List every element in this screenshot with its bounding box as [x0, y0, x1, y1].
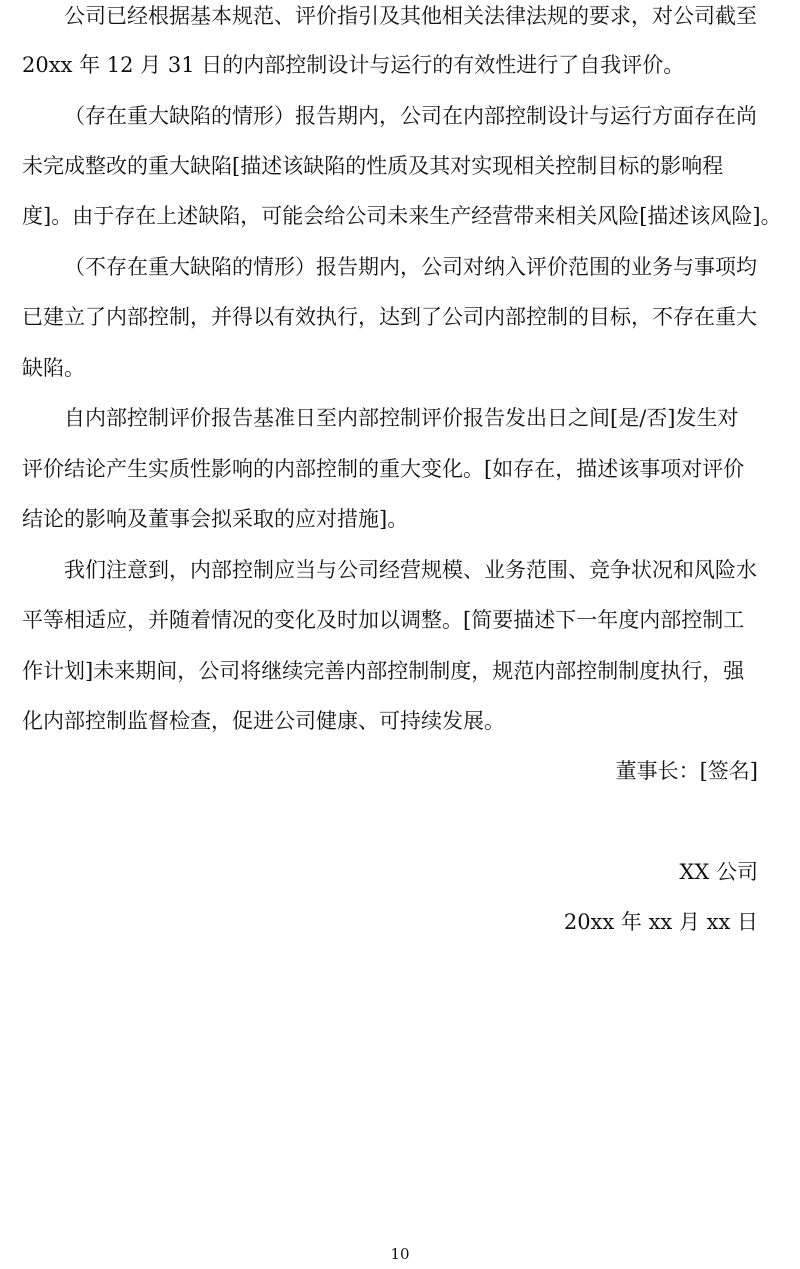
paragraph-4-line-2: 评价结论产生实质性影响的内部控制的重大变化。[如存在，描述该事项对评价	[22, 457, 745, 481]
paragraph-5-line-4: 化内部控制监督检查，促进公司健康、可持续发展。	[22, 709, 505, 733]
paragraph-5-line-2: 平等相适应，并随着情况的变化及时加以调整。[简要描述下一年度内部控制工	[22, 608, 745, 632]
paragraph-3-line-2: 已建立了内部控制，并得以有效执行，达到了公司内部控制的目标，不存在重大	[22, 305, 757, 329]
paragraph-4-line-3: 结论的影响及董事会拟采取的应对措施]。	[22, 507, 409, 531]
company-name: XX 公司	[679, 860, 758, 884]
page-number: 10	[390, 1245, 410, 1263]
paragraph-3-line-1: （不存在重大缺陷的情形）报告期内，公司对纳入评价范围的业务与事项均	[64, 255, 757, 279]
paragraph-2-line-2: 未完成整改的重大缺陷[描述该缺陷的性质及其对实现相关控制目标的影响程	[22, 154, 724, 178]
paragraph-3-line-3: 缺陷。	[22, 356, 85, 380]
paragraph-5-line-3: 作计划]未来期间，公司将继续完善内部控制制度，规范内部控制制度执行，强	[22, 659, 745, 683]
paragraph-1-line-2: 20xx 年 12 月 31 日的内部控制设计与运行的有效性进行了自我评价。	[22, 53, 685, 77]
paragraph-2-line-1: （存在重大缺陷的情形）报告期内，公司在内部控制设计与运行方面存在尚	[64, 104, 757, 128]
paragraph-2-line-3: 度]。由于存在上述缺陷，可能会给公司未来生产经营带来相关风险[描述该风险]。	[22, 204, 782, 228]
paragraph-4-line-1: 自内部控制评价报告基准日至内部控制评价报告发出日之间[是/否]发生对	[64, 406, 739, 430]
paragraph-1-line-1: 公司已经根据基本规范、评价指引及其他相关法律法规的要求，对公司截至	[64, 4, 757, 28]
paragraph-5-line-1: 我们注意到，内部控制应当与公司经营规模、业务范围、竞争状况和风险水	[64, 558, 757, 582]
signature-date: 20xx 年 xx 月 xx 日	[563, 910, 758, 934]
chairman-signature: 董事长：[签名]	[615, 759, 758, 783]
